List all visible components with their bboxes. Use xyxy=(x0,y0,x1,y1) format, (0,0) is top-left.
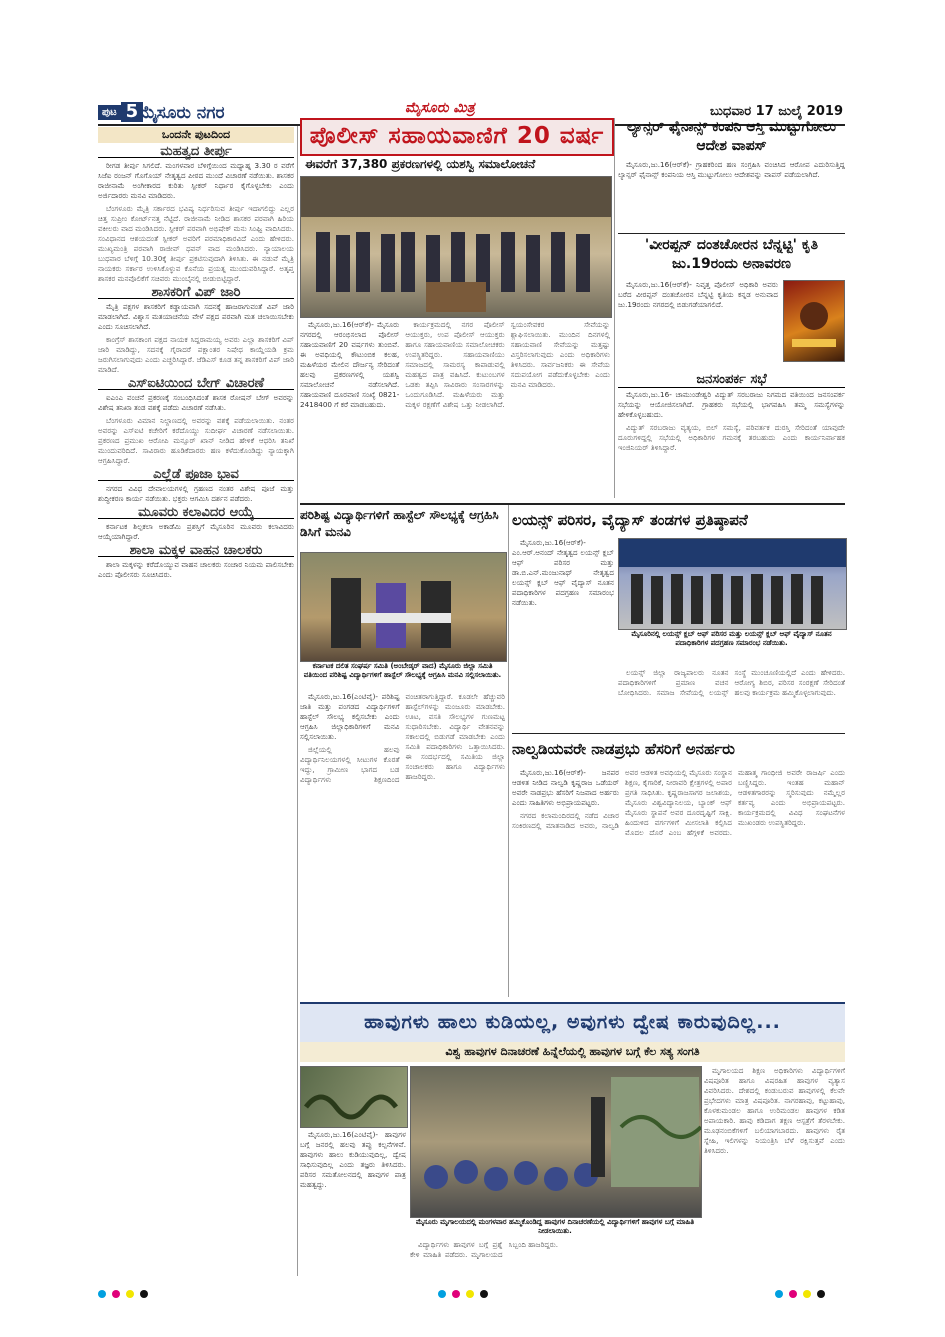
registration-marks-left xyxy=(98,1290,148,1298)
nadaprabhu-body-text: ಮೈಸೂರು,ಜು.16(ಆರ್‌ಕೆ)- ಜನಪರ ಆಡಳಿತ ನೀಡಿದ ನಾಲ್ವಡಿ ಕೃಷ್ಣರಾಜ ಒಡೆಯರ್ ಅವರೇ ನಾಡಪ್ರಭು ಹೆಸರಿಗೆ ನಿಜವಾದ ಅರ್ಹರು ಎಂದು ಸಾಹಿತಿಗಳು ಅಭಿಪ್ರಾಯಪಟ್ಟರು. xyxy=(512,768,619,807)
color-dot xyxy=(817,1290,825,1298)
left-story-3 xyxy=(98,376,294,466)
janasamparka-body-text: ಮೈಸೂರು,ಜು.16- ಚಾಮುಂಡೇಶ್ವರಿ ವಿದ್ಯುತ್ ಸರಬರಾಜು ನಿಗಮದ ವತಿಯಿಂದ ಜನಸಂಪರ್ಕ ಸಭೆಯನ್ನು ಆಯೋಜಿಸಲಾಗಿದೆ. ಗ್ರಾಹಕರು ಸಭೆಯಲ್ಲಿ ಭಾಗವಹಿಸಿ ತಮ್ಮ ಸಮಸ್ಯೆಗಳನ್ನು ಹೇಳಿಕೊಳ್ಳಬಹುದು. xyxy=(618,390,845,419)
hostel-body xyxy=(300,692,505,997)
page-badge xyxy=(98,102,143,122)
snake-headline: ಹಾವುಗಳು ಹಾಲು ಕುಡಿಯಲ್ಲ, ಅವುಗಳು ದ್ವೇಷ ಕಾರುವುದಿಲ್ಲ... xyxy=(364,1011,781,1033)
left-story-body: ರೀಗಡ ತೀರ್ಪು ಸಿಗಲಿದೆ. ಮಂಗಳವಾರ ಬೆಳಿಗ್ಗೆಯಿಂದ ಮಧ್ಯಾಹ್ನ 3.30 ರ ವರೆಗೆ ಸಿಜೆಐ ರಂಜನ್ ಗೊಗೊಯ್ ನೇತೃತ್ವದ ಪೀಠದ ಮುಂದೆ ವಿಚಾರಣೆ ನಡೆಯಿತು. ಶಾಸಕರ ರಾಜೀನಾಮೆ ಅಂಗೀಕಾರದ ಕುರಿತು ಸ್ಪೀಕರ್ ನಿರ್ಧಾರ ಕೈಗೊಳ್ಳಬೇಕು ಎಂದು ಅರ್ಜಿದಾರರು ಮನವಿ ಮಾಡಿದರು. xyxy=(98,161,294,200)
page-label: ಪುಟ xyxy=(98,105,121,120)
book-cover xyxy=(783,280,845,362)
snake-caption: ಮೈಸೂರು ಮೃಗಾಲಯದಲ್ಲಿ ಮಂಗಳವಾರ ಹಮ್ಮಿಕೊಂಡಿದ್ದ ಹಾವುಗಳ ದಿನಾಚರಣೆಯಲ್ಲಿ ವಿದ್ಯಾರ್ಥಿಗಳಿಗೆ ಹಾವುಗಳ ಬಗ್ಗೆ ಮಾಹಿತಿ ನೀಡಲಾಯಿತು. xyxy=(415,1218,695,1235)
left-story-4 xyxy=(98,467,294,504)
right-top-headline-box xyxy=(618,118,845,158)
book-cover-art xyxy=(784,281,844,361)
left-story-5 xyxy=(98,505,294,542)
snake-body-left xyxy=(300,1130,406,1277)
column-divider xyxy=(508,505,509,997)
color-dot xyxy=(452,1290,460,1298)
lions-body-cont xyxy=(618,668,845,730)
masthead: ಮೈಸೂರು ಮಿತ್ರ xyxy=(405,100,475,116)
issue-date: ಬುಧವಾರ 17 ಜುಲೈ 2019 xyxy=(710,104,843,119)
lions-body xyxy=(512,538,614,698)
color-dot xyxy=(775,1290,783,1298)
book-body-text: ಮೈಸೂರು,ಜು.16(ಆರ್‌ಕೆ)- ನಿವೃತ್ತ ಪೊಲೀಸ್ ಅಧಿಕಾರಿ ಅವರು ಬರೆದ ವೀರಪ್ಪನ್ ದಂತಚೋರನ ಬೆನ್ನಟ್ಟಿ ಕೃತಿಯ ಕನ್ನಡ ಅನುವಾದ ಜು.19ರಂದು ನಗರದಲ್ಲಿ ಬಿಡುಗಡೆಯಾಗಲಿದೆ. xyxy=(618,280,778,309)
left-story-2 xyxy=(98,285,294,375)
hostel-photo xyxy=(300,552,507,662)
column-divider xyxy=(614,118,615,498)
registration-marks-right xyxy=(775,1290,825,1298)
snake-subhead: ವಿಶ್ವ ಹಾವುಗಳ ದಿನಾಚರಣೆ ಹಿನ್ನೆಲೆಯಲ್ಲಿ ಹಾವುಗಳ ಬಗ್ಗೆ ಕೆಲ ಸತ್ಯ ಸಂಗತಿ xyxy=(445,1045,700,1058)
memorandum-photo-illustration xyxy=(301,553,506,661)
left-story-head: ಶಾಸಕರಿಗೆ ವಿಪ್ ಜಾರಿ xyxy=(98,288,294,299)
band-rule xyxy=(300,503,845,505)
section-name: ಮೈಸೂರು ನಗರ xyxy=(138,103,225,123)
left-story-body: ಐಎಂಎ ವಂಚನೆ ಪ್ರಕರಣಕ್ಕೆ ಸಂಬಂಧಿಸಿದಂತೆ ಶಾಸಕ ರೋಷನ್ ಬೇಗ್ ಅವರನ್ನು ವಿಶೇಷ ತನಿಖಾ ತಂಡ ವಶಕ್ಕೆ ಪಡೆದು ವಿಚಾರಣೆ ನಡೆಸಿತು. xyxy=(98,393,294,412)
lions-headline-box xyxy=(512,507,845,535)
janasamparka-body xyxy=(618,390,845,495)
filler-text: ನಗರದ ಕಲಾಮಂದಿರದಲ್ಲಿ ನಡೆದ ವಿಚಾರ ಸಂಕಿರಣದಲ್ಲಿ ಮಾತನಾಡಿದ ಅವರು, ನಾಲ್ವಡಿ ಅವರ ಆಡಳಿತ ಅವಧಿಯಲ್ಲಿ ಮೈಸೂರು ಸಂಸ್ಥಾನ ಶಿಕ್ಷಣ, ಕೈಗಾರಿಕೆ, ನೀರಾವರಿ ಕ್ಷೇತ್ರಗಳಲ್ಲಿ ಅಪಾರ ಪ್ರಗತಿ ಸಾಧಿಸಿತು. ಕೃಷ್ಣರಾಜಸಾಗರ ಜಲಾಶಯ, ಮೈಸೂರು ವಿಶ್ವವಿದ್ಯಾನಿಲಯ, ಬ್ಯಾಂಕ್ ಆಫ್ ಮೈಸೂರು ಸ್ಥಾಪನೆ ಅವರ ದೂರದೃಷ್ಟಿಗೆ ಸಾಕ್ಷಿ. ಹಿಂದುಳಿದ ವರ್ಗಗಳಿಗೆ ಮೀಸಲಾತಿ ಕಲ್ಪಿಸಿದ ಮೊದಲ ದೊರೆ ಎಂಬ ಹೆಗ್ಗಳಿಕೆ ಅವರದು. ಮಹಾತ್ಮ ಗಾಂಧೀಜಿ ಅವರೇ ರಾಜರ್ಷಿ ಎಂದು ಬಣ್ಣಿಸಿದ್ದರು. ಇಂತಹ ಮಹಾನ್ ಆಡಳಿತಗಾರರನ್ನು ಸ್ಮರಿಸುವುದು ನಮ್ಮೆಲ್ಲರ ಕರ್ತವ್ಯ ಎಂದು ಅಭಿಪ್ರಾಯಪಟ್ಟರು. ಕಾರ್ಯಕ್ರಮದಲ್ಲಿ ವಿವಿಧ ಸಂಘಟನೆಗಳ ಮುಖಂಡರು ಉಪಸ್ಥಿತರಿದ್ದರು. xyxy=(512,768,845,837)
column-divider xyxy=(297,126,298,1276)
group-photo-illustration xyxy=(301,177,611,317)
color-dot xyxy=(140,1290,148,1298)
filler-text: ಕಾರ್ಯಕ್ರಮದಲ್ಲಿ ನಗರ ಪೊಲೀಸ್ ಆಯುಕ್ತರು, ಉಪ ಪೊಲೀಸ್ ಆಯುಕ್ತರು ಹಾಗೂ ಸಹಾಯವಾಣಿಯ ಸಮಾಲೋಚಕರು ಉಪಸ್ಥಿತರಿದ್ದರು. ಸಹಾಯವಾಣಿಯು ಸಮಾಜದಲ್ಲಿ ಸಾಮರಸ್ಯ ಕಾಪಾಡುವಲ್ಲಿ ಮಹತ್ವದ ಪಾತ್ರ ವಹಿಸಿದೆ. ಕುಟುಂಬಗಳ ಒಡಕು ತಪ್ಪಿಸಿ ಸಾವಿರಾರು ಸಂಸಾರಗಳನ್ನು ಒಂದುಗೂಡಿಸಿದೆ. ಮಹಿಳೆಯರು ಮತ್ತು ಮಕ್ಕಳ ರಕ್ಷಣೆಗೆ ವಿಶೇಷ ಒತ್ತು ನೀಡಲಾಗಿದೆ. ಸ್ವಯಂಸೇವಕರ ಸೇವೆಯನ್ನು ಶ್ಲಾಘಿಸಲಾಯಿತು. ಮುಂದಿನ ದಿನಗಳಲ್ಲಿ ಸಹಾಯವಾಣಿ ಸೇವೆಯನ್ನು ಮತ್ತಷ್ಟು ವಿಸ್ತರಿಸಲಾಗುವುದು ಎಂದು ಅಧಿಕಾರಿಗಳು ತಿಳಿಸಿದರು. ಸಾರ್ವಜನಿಕರು ಈ ಸೇವೆಯ ಸದುಪಯೋಗ ಪಡೆದುಕೊಳ್ಳಬೇಕು ಎಂದು ಮನವಿ ಮಾಡಿದರು. xyxy=(405,320,610,409)
lions-headline: ಲಯನ್ಸ್ ಪರಿಸರ, ವೈದ್ಯಾಸ್ ತಂಡಗಳ ಪ್ರತಿಷ್ಠಾಪನೆ xyxy=(512,511,748,529)
nadaprabhu-headline: ನಾಲ್ವಡಿಯವರೇ ನಾಡಪ್ರಭು ಹೆಸರಿಗೆ ಅನರ್ಹರು xyxy=(512,740,735,758)
snake-inset-illustration xyxy=(301,1067,407,1127)
left-story-1 xyxy=(98,144,294,284)
book-body xyxy=(618,280,778,365)
lead-subhead: ಈವರೆಗೆ 37,380 ಪ್ರಕರಣಗಳಲ್ಲಿ ಯಶಸ್ವಿ ಸಮಾಲೋಚನೆ xyxy=(305,157,536,171)
zoo-photo-illustration xyxy=(411,1067,701,1217)
hostel-caption: ಕರ್ನಾಟಕ ದಲಿತ ಸಂಘರ್ಷ ಸಮಿತಿ (ಅಂಬೇಡ್ಕರ್ ವಾದ) ಮೈಸೂರು ಜಿಲ್ಲಾ ಸಮಿತಿ ವತಿಯಿಂದ ಪರಿಶಿಷ್ಟ ವಿದ್ಯಾರ್ಥಿಗಳಿಗೆ ಹಾಸ್ಟೆಲ್ ಸೌಲಭ್ಯಕ್ಕೆ ಆಗ್ರಹಿಸಿ ಮನವಿ ಸಲ್ಲಿಸಲಾಯಿತು. xyxy=(303,662,502,679)
color-dot xyxy=(112,1290,120,1298)
left-story-body: ಕರ್ನಾಟಕ ಶಿಲ್ಪಕಲಾ ಅಕಾಡೆಮಿ ಪ್ರಶಸ್ತಿಗೆ ಮೈಸೂರಿನ ಮೂವರು ಕಲಾವಿದರು ಆಯ್ಕೆಯಾಗಿದ್ದಾರೆ. xyxy=(98,522,294,541)
filler-text: ವಿದ್ಯುತ್ ಸರಬರಾಜು ವ್ಯತ್ಯಯ, ಬಿಲ್ ಸಮಸ್ಯೆ, ಪರಿವರ್ತಕ ದುರಸ್ತಿ ಸೇರಿದಂತೆ ಯಾವುದೇ ದೂರುಗಳಿದ್ದಲ್ಲಿ ಸಭೆಯಲ್ಲಿ ಅಧಿಕಾರಿಗಳ ಗಮನಕ್ಕೆ ತರಬಹುದು ಎಂದು ಕಾರ್ಯನಿರ್ವಾಹಕ ಇಂಜಿನಿಯರ್ ತಿಳಿಸಿದ್ದಾರೆ. xyxy=(618,423,845,452)
snake-body-mid xyxy=(410,1240,700,1277)
story-divider xyxy=(512,733,845,734)
lead-headline: ಪೊಲೀಸ್ ಸಹಾಯವಾಣಿಗೆ 20 ವರ್ಷ xyxy=(309,123,605,149)
left-story-body: ನಗರದ ವಿವಿಧ ದೇವಾಲಯಗಳಲ್ಲಿ ಗ್ರಹಣದ ನಂತರ ವಿಶೇಷ ಪೂಜೆ ಮತ್ತು ಶುದ್ಧೀಕರಣ ಕಾರ್ಯ ನಡೆಯಿತು. ಭಕ್ತರು ಆಗಮಿಸಿ ದರ್ಶನ ಪಡೆದರು. xyxy=(98,484,294,503)
lead-body xyxy=(300,320,610,495)
filler-text: ಲಯನ್ಸ್ ಜಿಲ್ಲಾ ರಾಜ್ಯಪಾಲರು ನೂತನ ಪದಾಧಿಕಾರಿಗಳಿಗೆ ಪ್ರಮಾಣ ವಚನ ಬೋಧಿಸಿದರು. ಸಮಾಜ ಸೇವೆಯಲ್ಲಿ ಲಯನ್ಸ್ ಸಂಸ್ಥೆ ಮುಂಚೂಣಿಯಲ್ಲಿದೆ ಎಂದು ಹೇಳಿದರು. ಆರೋಗ್ಯ ಶಿಬಿರ, ಪರಿಸರ ಸಂರಕ್ಷಣೆ ಸೇರಿದಂತೆ ಹಲವು ಕಾರ್ಯಕ್ರಮ ಹಮ್ಮಿಕೊಳ್ಳಲಾಗುವುದು. xyxy=(618,668,845,697)
color-dot xyxy=(803,1290,811,1298)
lions-caption: ಮೈಸೂರಿನಲ್ಲಿ ಲಯನ್ಸ್ ಕ್ಲಬ್ ಆಫ್ ಪರಿಸರ ಮತ್ತು ಲಯನ್ಸ್ ಕ್ಲಬ್ ಆಫ್ ವೈದ್ಯಾಸ್ ನೂತನ ಪದಾಧಿಕಾರಿಗಳ ಪದಗ್ರಹಣ ಸಮಾರಂಭ ನಡೆಯಿತು. xyxy=(631,630,832,647)
left-story-6 xyxy=(98,543,294,580)
snake-body-right xyxy=(704,1066,845,1277)
page-number: 5 xyxy=(121,102,144,122)
lions-body-text: ಮೈಸೂರು,ಜು.16(ಆರ್‌ಕೆ)- ಎಂ.ಆರ್.ಆನಂದ್ ನೇತೃತ್ವದ ಲಯನ್ಸ್ ಕ್ಲಬ್ ಆಫ್ ಪರಿಸರ ಮತ್ತು ಡಾ.ಬಿ.ಎನ್.ಮಂಜುನಾಥ್ ನೇತೃತ್ವದ ಲಯನ್ಸ್ ಕ್ಲಬ್ ಆಫ್ ವೈದ್ಯಾಸ್ ನೂತನ ಪದಾಧಿಕಾರಿಗಳ ಪದಗ್ರಹಣ ಸಮಾರಂಭ ನಡೆಯಿತು. xyxy=(512,538,614,607)
color-dot xyxy=(126,1290,134,1298)
stage-photo-illustration xyxy=(619,539,846,629)
lead-photo xyxy=(300,176,612,318)
left-story-body: ಶಾಲಾ ಮಕ್ಕಳನ್ನು ಕರೆದೊಯ್ಯುವ ವಾಹನ ಚಾಲಕರು ಸಂಚಾರ ನಿಯಮ ಪಾಲಿಸಬೇಕು ಎಂದು ಪೊಲೀಸರು ಸೂಚಿಸಿದರು. xyxy=(98,560,294,579)
left-column xyxy=(98,127,294,1277)
snake-inset-photo xyxy=(300,1066,408,1128)
left-story-head: ಮಹತ್ವದ ತೀರ್ಪು xyxy=(98,147,294,158)
story-divider xyxy=(618,233,845,234)
color-dot xyxy=(466,1290,474,1298)
right-top-headline: ಲ್ಯಾನ್ಸರ್ ಫೈನಾನ್ಸ್ ಕಂಪನಿ ಆಸ್ತಿ ಮುಟ್ಟುಗೋಲು ಆದೇಶ ವಾಪಸ್ xyxy=(627,119,836,154)
janasamparka-head: ಜನಸಂಪರ್ಕ ಸಭೆ xyxy=(618,372,845,388)
snake-body-text: ಮೈಸೂರು,ಜು.16(ಎಂಟಿವೈ)- ಹಾವುಗಳ ಬಗ್ಗೆ ಜನರಲ್ಲಿ ಹಲವು ತಪ್ಪು ಕಲ್ಪನೆಗಳಿವೆ. ಹಾವುಗಳು ಹಾಲು ಕುಡಿಯುವುದಿಲ್ಲ, ದ್ವೇಷ ಸಾಧಿಸುವುದಿಲ್ಲ ಎಂದು ತಜ್ಞರು ತಿಳಿಸಿದರು. ಪರಿಸರ ಸಮತೋಲನದಲ್ಲಿ ಹಾವುಗಳ ಪಾತ್ರ ಮಹತ್ವದ್ದು. xyxy=(300,1130,406,1189)
hostel-body-text: ಮೈಸೂರು,ಜು.16(ಎಂಟಿವೈ)- ಪರಿಶಿಷ್ಟ ಜಾತಿ ಮತ್ತು ಪಂಗಡದ ವಿದ್ಯಾರ್ಥಿಗಳಿಗೆ ಹಾಸ್ಟೆಲ್ ಸೌಲಭ್ಯ ಕಲ್ಪಿಸಬೇಕು ಎಂದು ಆಗ್ರಹಿಸಿ ಜಿಲ್ಲಾಧಿಕಾರಿಗಳಿಗೆ ಮನವಿ ಸಲ್ಲಿಸಲಾಯಿತು. xyxy=(300,692,400,741)
book-headline: 'ವೀರಪ್ಪನ್ ದಂತಚೋರನ ಬೆನ್ನಟ್ಟಿ' ಕೃತಿ ಜು.19ರಂದು ಅನಾವರಣ xyxy=(644,237,819,272)
filler-text: ಕಾಂಗ್ರೆಸ್ ಶಾಸಕಾಂಗ ಪಕ್ಷದ ನಾಯಕ ಸಿದ್ದರಾಮಯ್ಯ ಅವರು ಎಲ್ಲಾ ಶಾಸಕರಿಗೆ ವಿಪ್ ಜಾರಿ ಮಾಡಿದ್ದು, ಸದನಕ್ಕೆ ಗೈರಾದರೆ ಪಕ್ಷಾಂತರ ನಿಷೇಧ ಕಾಯ್ದೆಯಡಿ ಕ್ರಮ ಜರುಗಿಸಲಾಗುವುದು ಎಂದು ಎಚ್ಚರಿಸಿದ್ದಾರೆ. ಜೆಡಿಎಸ್ ಕೂಡ ತನ್ನ ಶಾಸಕರಿಗೆ ವಿಪ್ ಜಾರಿ ಮಾಡಿದೆ. xyxy=(98,335,294,374)
left-story-body: ಮೈತ್ರಿ ಪಕ್ಷಗಳ ಶಾಸಕರಿಗೆ ಕಡ್ಡಾಯವಾಗಿ ಸದನಕ್ಕೆ ಹಾಜರಾಗುವಂತೆ ವಿಪ್ ಜಾರಿ ಮಾಡಲಾಗಿದೆ. ವಿಶ್ವಾಸ ಮತಯಾಚನೆಯ ವೇಳೆ ಪಕ್ಷದ ಪರವಾಗಿ ಮತ ಚಲಾಯಿಸಬೇಕು ಎಂದು ಸೂಚಿಸಲಾಗಿದೆ. xyxy=(98,302,294,331)
filler-text: ಮೃಗಾಲಯದ ಶಿಕ್ಷಣ ಅಧಿಕಾರಿಗಳು ವಿದ್ಯಾರ್ಥಿಗಳಿಗೆ ವಿಷಪೂರಿತ ಹಾಗೂ ವಿಷರಹಿತ ಹಾವುಗಳ ವ್ಯತ್ಯಾಸ ವಿವರಿಸಿದರು. ದೇಶದಲ್ಲಿ ಕಂಡುಬರುವ ಹಾವುಗಳಲ್ಲಿ ಕೆಲವೇ ಪ್ರಭೇದಗಳು ಮಾತ್ರ ವಿಷಪೂರಿತ. ನಾಗರಹಾವು, ಕಟ್ಟುಹಾವು, ಕೊಳಕುಮಂಡಲ ಹಾಗೂ ಉರಿಮಂಡಲ ಹಾವುಗಳ ಕಡಿತ ಅಪಾಯಕಾರಿ. ಹಾವು ಕಡಿದಾಗ ತಕ್ಷಣ ಆಸ್ಪತ್ರೆಗೆ ತೆರಳಬೇಕು. ಮೂಢನಂಬಿಕೆಗಳಿಗೆ ಬಲಿಯಾಗಬಾರದು. ಹಾವುಗಳು ರೈತ ಸ್ನೇಹಿ, ಇಲಿಗಳನ್ನು ನಿಯಂತ್ರಿಸಿ ಬೆಳೆ ರಕ್ಷಿಸುತ್ತವೆ ಎಂದು ತಿಳಿಸಿದರು. xyxy=(704,1066,845,1155)
color-dot xyxy=(438,1290,446,1298)
color-dot xyxy=(789,1290,797,1298)
hostel-headline: ಪರಿಶಿಷ್ಟ ವಿದ್ಯಾರ್ಥಿಗಳಿಗೆ ಹಾಸ್ಟೆಲ್ ಸೌಲಭ್ಯಕ್ಕೆ ಆಗ್ರಹಿಸಿ ಡಿಸಿಗೆ ಮನವಿ xyxy=(300,508,499,539)
left-story-head: ಶಾಲಾ ಮಕ್ಕಳ ವಾಹನ ಚಾಲಕರು xyxy=(98,546,294,557)
snake-headline-box xyxy=(300,1002,845,1044)
filler-text: ಬೆಂಗಳೂರು ಮೈತ್ರಿ ಸರ್ಕಾರದ ಭವಿಷ್ಯ ನಿರ್ಧರಿಸುವ ತೀರ್ಪು ಇದಾಗಲಿದ್ದು ಎಲ್ಲರ ಚಿತ್ತ ಸುಪ್ರೀಂ ಕೋರ್ಟ್‌ನತ್ತ ನೆಟ್ಟಿದೆ. ರಾಜೀನಾಮೆ ನೀಡಿದ ಶಾಸಕರ ಪರವಾಗಿ ಹಿರಿಯ ವಕೀಲರು ವಾದ ಮಂಡಿಸಿದರು. ಸ್ಪೀಕರ್ ಪರವಾಗಿ ಅಭಿಷೇಕ್ ಮನು ಸಿಂಘ್ವಿ ವಾದಿಸಿದರು. ಸಂವಿಧಾನದ ಆಶಯದಂತೆ ಸ್ಪೀಕರ್ ಅವರಿಗೆ ಪರಮಾಧಿಕಾರವಿದೆ ಎಂದು ಹೇಳಿದರು. ಮುಖ್ಯಮಂತ್ರಿ ಪರವಾಗಿ ರಾಜೀವ್ ಧವನ್ ವಾದ ಮಂಡಿಸಿದರು. ನ್ಯಾಯಾಲಯ ಬುಧವಾರ ಬೆಳಿಗ್ಗೆ 10.30ಕ್ಕೆ ತೀರ್ಪು ಪ್ರಕಟಿಸುವುದಾಗಿ ತಿಳಿಸಿತು. ಈ ನಡುವೆ ಮೈತ್ರಿ ನಾಯಕರು ಸರ್ಕಾರ ಉಳಿಸಿಕೊಳ್ಳುವ ಕೊನೆಯ ಪ್ರಯತ್ನ ಮುಂದುವರಿಸಿದ್ದಾರೆ. ಅತೃಪ್ತ ಶಾಸಕರ ಮನವೊಲಿಕೆಗೆ ಸಚಿವರು ಮುಂಬೈನಲ್ಲಿ ಬೀಡುಬಿಟ್ಟಿದ್ದಾರೆ. xyxy=(98,204,294,283)
right-top-body-text: ಮೈಸೂರು,ಜು.16(ಆರ್‌ಕೆ)- ಗ್ರಾಹಕರಿಂದ ಹಣ ಸಂಗ್ರಹಿಸಿ ವಂಚಿಸಿದ ಆರೋಪ ಎದುರಿಸುತ್ತಿದ್ದ ಲ್ಯಾನ್ಸರ್ ಫೈನಾನ್ಸ್ ಕಂಪನಿಯ ಆಸ್ತಿ ಮುಟ್ಟುಗೋಲು ಆದೇಶವನ್ನು ವಾಪಸ್ ಪಡೆಯಲಾಗಿದೆ. xyxy=(618,160,845,179)
nadaprabhu-headline-box xyxy=(512,736,845,764)
lions-photo xyxy=(618,538,847,630)
hostel-headline-box xyxy=(300,507,505,549)
snake-subhead-box xyxy=(300,1042,845,1062)
left-story-head: ಎಲ್ಲೆಡೆ ಪೂಜಾ ಭಾವ xyxy=(98,470,294,481)
color-dot xyxy=(98,1290,106,1298)
color-dot xyxy=(480,1290,488,1298)
filler-text: ಬೆಂಗಳೂರು ವಿಮಾನ ನಿಲ್ದಾಣದಲ್ಲಿ ಅವರನ್ನು ವಶಕ್ಕೆ ಪಡೆಯಲಾಯಿತು. ನಂತರ ಅವರನ್ನು ಎಸ್‌ಐಟಿ ಕಚೇರಿಗೆ ಕರೆದೊಯ್ದು ಸುದೀರ್ಘ ವಿಚಾರಣೆ ನಡೆಸಲಾಯಿತು. ಪ್ರಕರಣದ ಪ್ರಮುಖ ಆರೋಪಿ ಮನ್ಸೂರ್ ಖಾನ್ ನೀಡಿದ ಹೇಳಿಕೆ ಆಧರಿಸಿ ತನಿಖೆ ಮುಂದುವರಿದಿದೆ. ಸಾವಿರಾರು ಹೂಡಿಕೆದಾರರು ಹಣ ಕಳೆದುಕೊಂಡಿದ್ದು ನ್ಯಾಯಕ್ಕಾಗಿ ಆಗ್ರಹಿಸಿದ್ದಾರೆ. xyxy=(98,416,294,465)
book-headline-box xyxy=(618,236,845,276)
registration-marks-center xyxy=(438,1290,488,1298)
lead-headline-box xyxy=(300,118,614,156)
nadaprabhu-body xyxy=(512,768,845,998)
kicker: ಒಂದನೇ ಪುಟದಿಂದ xyxy=(98,127,294,143)
left-story-head: ಎಸ್‌ಐಟಿಯಿಂದ ಬೇಗ್ ವಿಚಾರಣೆ xyxy=(98,379,294,390)
lead-body-text: ಮೈಸೂರು,ಜು.16(ಆರ್‌ಕೆ)- ಮೈಸೂರು ನಗರದಲ್ಲಿ ಆರಂಭಿಸಲಾದ ಪೊಲೀಸ್ ಸಹಾಯವಾಣಿಗೆ 20 ವರ್ಷಗಳು ತುಂಬಿವೆ. ಈ ಅವಧಿಯಲ್ಲಿ ಕೌಟುಂಬಿಕ ಕಲಹ, ಮಹಿಳೆಯರ ಮೇಲಿನ ದೌರ್ಜನ್ಯ ಸೇರಿದಂತೆ ಹಲವು ಪ್ರಕರಣಗಳಲ್ಲಿ ಯಶಸ್ವಿ ಸಮಾಲೋಚನೆ ನಡೆಸಲಾಗಿದೆ. ಸಹಾಯವಾಣಿ ದೂರವಾಣಿ ಸಂಖ್ಯೆ 0821-2418400 ಗೆ ಕರೆ ಮಾಡಬಹುದು. xyxy=(300,320,400,409)
right-top-body xyxy=(618,160,845,230)
left-story-head: ಮೂವರು ಕಲಾವಿದರ ಆಯ್ಕೆ xyxy=(98,508,294,519)
snake-photo xyxy=(410,1066,702,1218)
filler-text: ಜಿಲ್ಲೆಯಲ್ಲಿ ಹಲವು ವಿದ್ಯಾರ್ಥಿನಿಲಯಗಳಲ್ಲಿ ಸೀಟುಗಳ ಕೊರತೆ ಇದ್ದು, ಗ್ರಾಮೀಣ ಭಾಗದ ಬಡ ವಿದ್ಯಾರ್ಥಿಗಳು ಶಿಕ್ಷಣದಿಂದ ವಂಚಿತರಾಗುತ್ತಿದ್ದಾರೆ. ಕೂಡಲೇ ಹೆಚ್ಚುವರಿ ಹಾಸ್ಟೆಲ್‌ಗಳನ್ನು ಮಂಜೂರು ಮಾಡಬೇಕು. ಊಟ, ವಸತಿ ಸೌಲಭ್ಯಗಳ ಗುಣಮಟ್ಟ ಸುಧಾರಿಸಬೇಕು. ವಿದ್ಯಾರ್ಥಿ ವೇತನವನ್ನು ಸಕಾಲದಲ್ಲಿ ಬಿಡುಗಡೆ ಮಾಡಬೇಕು ಎಂದು ಸಮಿತಿ ಪದಾಧಿಕಾರಿಗಳು ಒತ್ತಾಯಿಸಿದರು. ಈ ಸಂದರ್ಭದಲ್ಲಿ ಸಮಿತಿಯ ಜಿಲ್ಲಾ ಸಂಚಾಲಕರು ಹಾಗೂ ವಿದ್ಯಾರ್ಥಿಗಳು ಹಾಜರಿದ್ದರು. xyxy=(300,692,505,784)
filler-text: ವಿದ್ಯಾರ್ಥಿಗಳು ಹಾವುಗಳ ಬಗ್ಗೆ ಪ್ರಶ್ನೆ ಕೇಳಿ ಮಾಹಿತಿ ಪಡೆದರು. ಮೃಗಾಲಯದ ಸಿಬ್ಬಂದಿ ಹಾಜರಿದ್ದರು. xyxy=(410,1240,559,1259)
